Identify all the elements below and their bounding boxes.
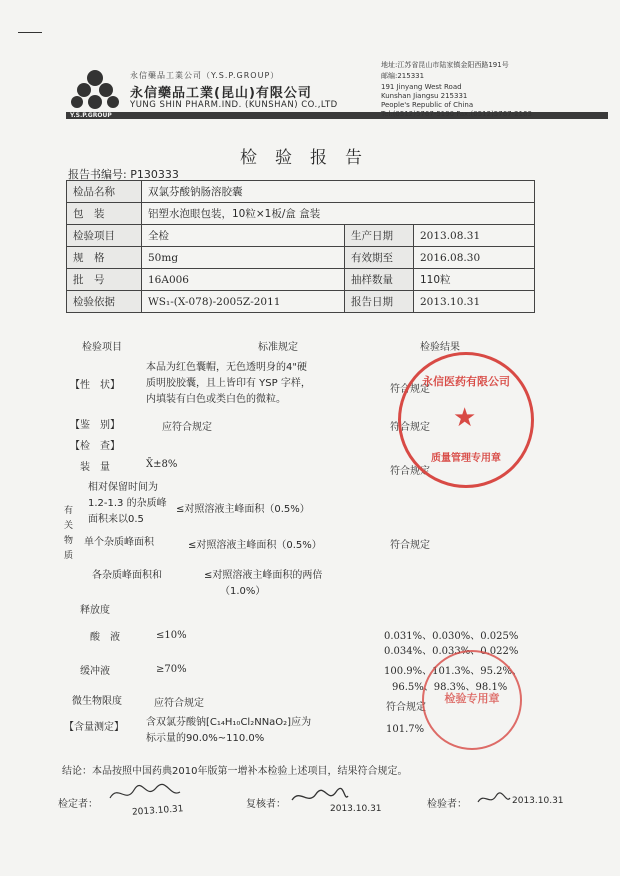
row-label: 1.2-1.3 的杂质峰: [88, 498, 167, 509]
std: ≥70%: [156, 664, 187, 675]
row-label: 【性 状】: [70, 380, 120, 391]
col-header-standard: 标准规定: [258, 342, 298, 353]
std: ≤10%: [156, 630, 187, 641]
product-name: 双氯芬酸钠肠溶胶囊: [142, 181, 535, 203]
address-line: 地址:江苏省昆山市陆家镇金阳西路191号: [381, 61, 509, 69]
label: 报告日期: [345, 291, 414, 313]
reviewer-label: 复核者：: [246, 799, 286, 810]
expiry-date: 2016.08.30: [414, 247, 535, 269]
label: 检品名称: [67, 181, 142, 203]
inspector-signature: [106, 780, 186, 806]
approver-date: 2013.10.31: [512, 796, 564, 806]
std-line: 质明胶胶囊，且上皆印有 YSP 字样，: [146, 378, 311, 389]
std: 含双氯芬酸钠[C₁₄H₁₀Cl₂NNaO₂]应为: [146, 717, 312, 728]
approver-signature: [476, 790, 512, 808]
spec: 50mg: [142, 247, 345, 269]
std-line: 内填装有白色或类白色的微粒。: [146, 394, 286, 405]
test-item: 全检: [142, 225, 345, 247]
page-title: 检验报告: [240, 148, 380, 168]
label: 批 号: [67, 269, 142, 291]
col-header-item: 检验项目: [82, 342, 122, 353]
stamp-text: 永信医药有限公司: [422, 375, 510, 388]
result: 100.9%、101.3%、95.2%、: [384, 666, 523, 677]
col-header-result: 检验结果: [420, 342, 460, 353]
sample-qty: 110粒: [414, 269, 535, 291]
row-label: 【鉴 别】: [70, 420, 120, 431]
side-label: 有关物质: [64, 506, 74, 561]
result: 101.7%: [386, 724, 425, 735]
std: 应符合规定: [154, 698, 204, 709]
group-tag: Y.S.P.GROUP: [70, 112, 112, 119]
inspection-stamp: [422, 650, 522, 750]
address-line: 191 Jinyang West Road: [381, 83, 462, 91]
address-line: Kunshan Jiangsu 215331: [381, 92, 468, 100]
label: 有效期至: [345, 247, 414, 269]
test-basis: WS₁-(X-078)-2005Z-2011: [142, 291, 345, 313]
reviewer-date: 2013.10.31: [330, 804, 382, 814]
label: 规 格: [67, 247, 142, 269]
corner-mark: [18, 32, 42, 33]
report-number: 报告书编号: P130333: [68, 168, 179, 181]
label: 检验依据: [67, 291, 142, 313]
label: 生产日期: [345, 225, 414, 247]
company-name-en: YUNG SHIN PHARM.IND. (KUNSHAN) CO.,LTD: [130, 100, 338, 110]
std-line: 本品为红色囊帽，无色透明身的4"硬: [146, 362, 307, 373]
stamp-text: 检验专用章: [444, 692, 500, 705]
result: 符合规定: [390, 466, 430, 477]
row-label: 酸 液: [90, 632, 120, 643]
row-label: 缓冲液: [80, 666, 110, 677]
row-label: 微生物限度: [72, 696, 122, 707]
stamp-subtext: 质量管理专用章: [431, 453, 501, 464]
company-logo: [70, 68, 120, 112]
company-tagline: 永信藥品工業公司（Y.S.P.GROUP）: [130, 71, 280, 80]
company-name-cn: 永信藥品工業(昆山)有限公司: [130, 86, 312, 101]
std: 标示量的90.0%~110.0%: [146, 733, 265, 744]
std: 应符合规定: [162, 422, 212, 433]
mfg-date: 2013.08.31: [414, 225, 535, 247]
inspector-date: 2013.10.31: [131, 804, 184, 818]
label: 检验项目: [67, 225, 142, 247]
std: X̄±8%: [146, 459, 178, 470]
report-date: 2013.10.31: [414, 291, 535, 313]
star-icon: ★: [453, 403, 477, 433]
row-label: 装 量: [80, 462, 110, 473]
std: ≤对照溶液主峰面积（0.5%）: [188, 540, 322, 551]
result: 96.5%、98.3%、98.1%: [392, 682, 508, 693]
row-label: 相对保留时间为: [88, 482, 158, 493]
std: ≤对照溶液主峰面积（0.5%）: [176, 504, 310, 515]
label: 包 装: [67, 203, 142, 225]
address-line: Tel:(0512)5767-5190 Fax:(0512)5767-2163: [381, 110, 532, 118]
batch-number: 16A006: [142, 269, 345, 291]
address-line: People's Republic of China: [381, 101, 474, 109]
row-label: 释放度: [80, 605, 110, 616]
row-label: 各杂质峰面积和: [92, 570, 162, 581]
row-label: 单个杂质峰面积: [84, 537, 154, 548]
approver-label: 检验者：: [427, 799, 467, 810]
label: 抽样数量: [345, 269, 414, 291]
std: ≤对照溶液主峰面积的两倍: [204, 570, 323, 581]
row-label: 面积来以0.5: [88, 514, 144, 525]
row-label: 【含量测定】: [64, 722, 124, 733]
address-line: 邮编:215331: [381, 72, 425, 80]
result: 符合规定: [386, 702, 426, 713]
result: 0.031%、0.030%、0.025%: [384, 631, 519, 642]
result: 0.034%、0.033%、0.022%: [384, 646, 519, 657]
std: （1.0%）: [220, 586, 266, 597]
conclusion: 结论：本品按照中国药典2010年版第一增补本检验上述项目，结果符合规定。: [62, 766, 408, 777]
package: 铝塑水泡眼包装，10粒×1板/盒 盒装: [142, 203, 535, 225]
result: 符合规定: [390, 384, 430, 395]
inspector-label: 检定者：: [58, 799, 98, 810]
row-label: 【检 查】: [70, 441, 120, 452]
header-table: [66, 180, 535, 313]
quality-stamp: [398, 352, 534, 488]
result: 符合规定: [390, 540, 430, 551]
result: 符合规定: [390, 422, 430, 433]
